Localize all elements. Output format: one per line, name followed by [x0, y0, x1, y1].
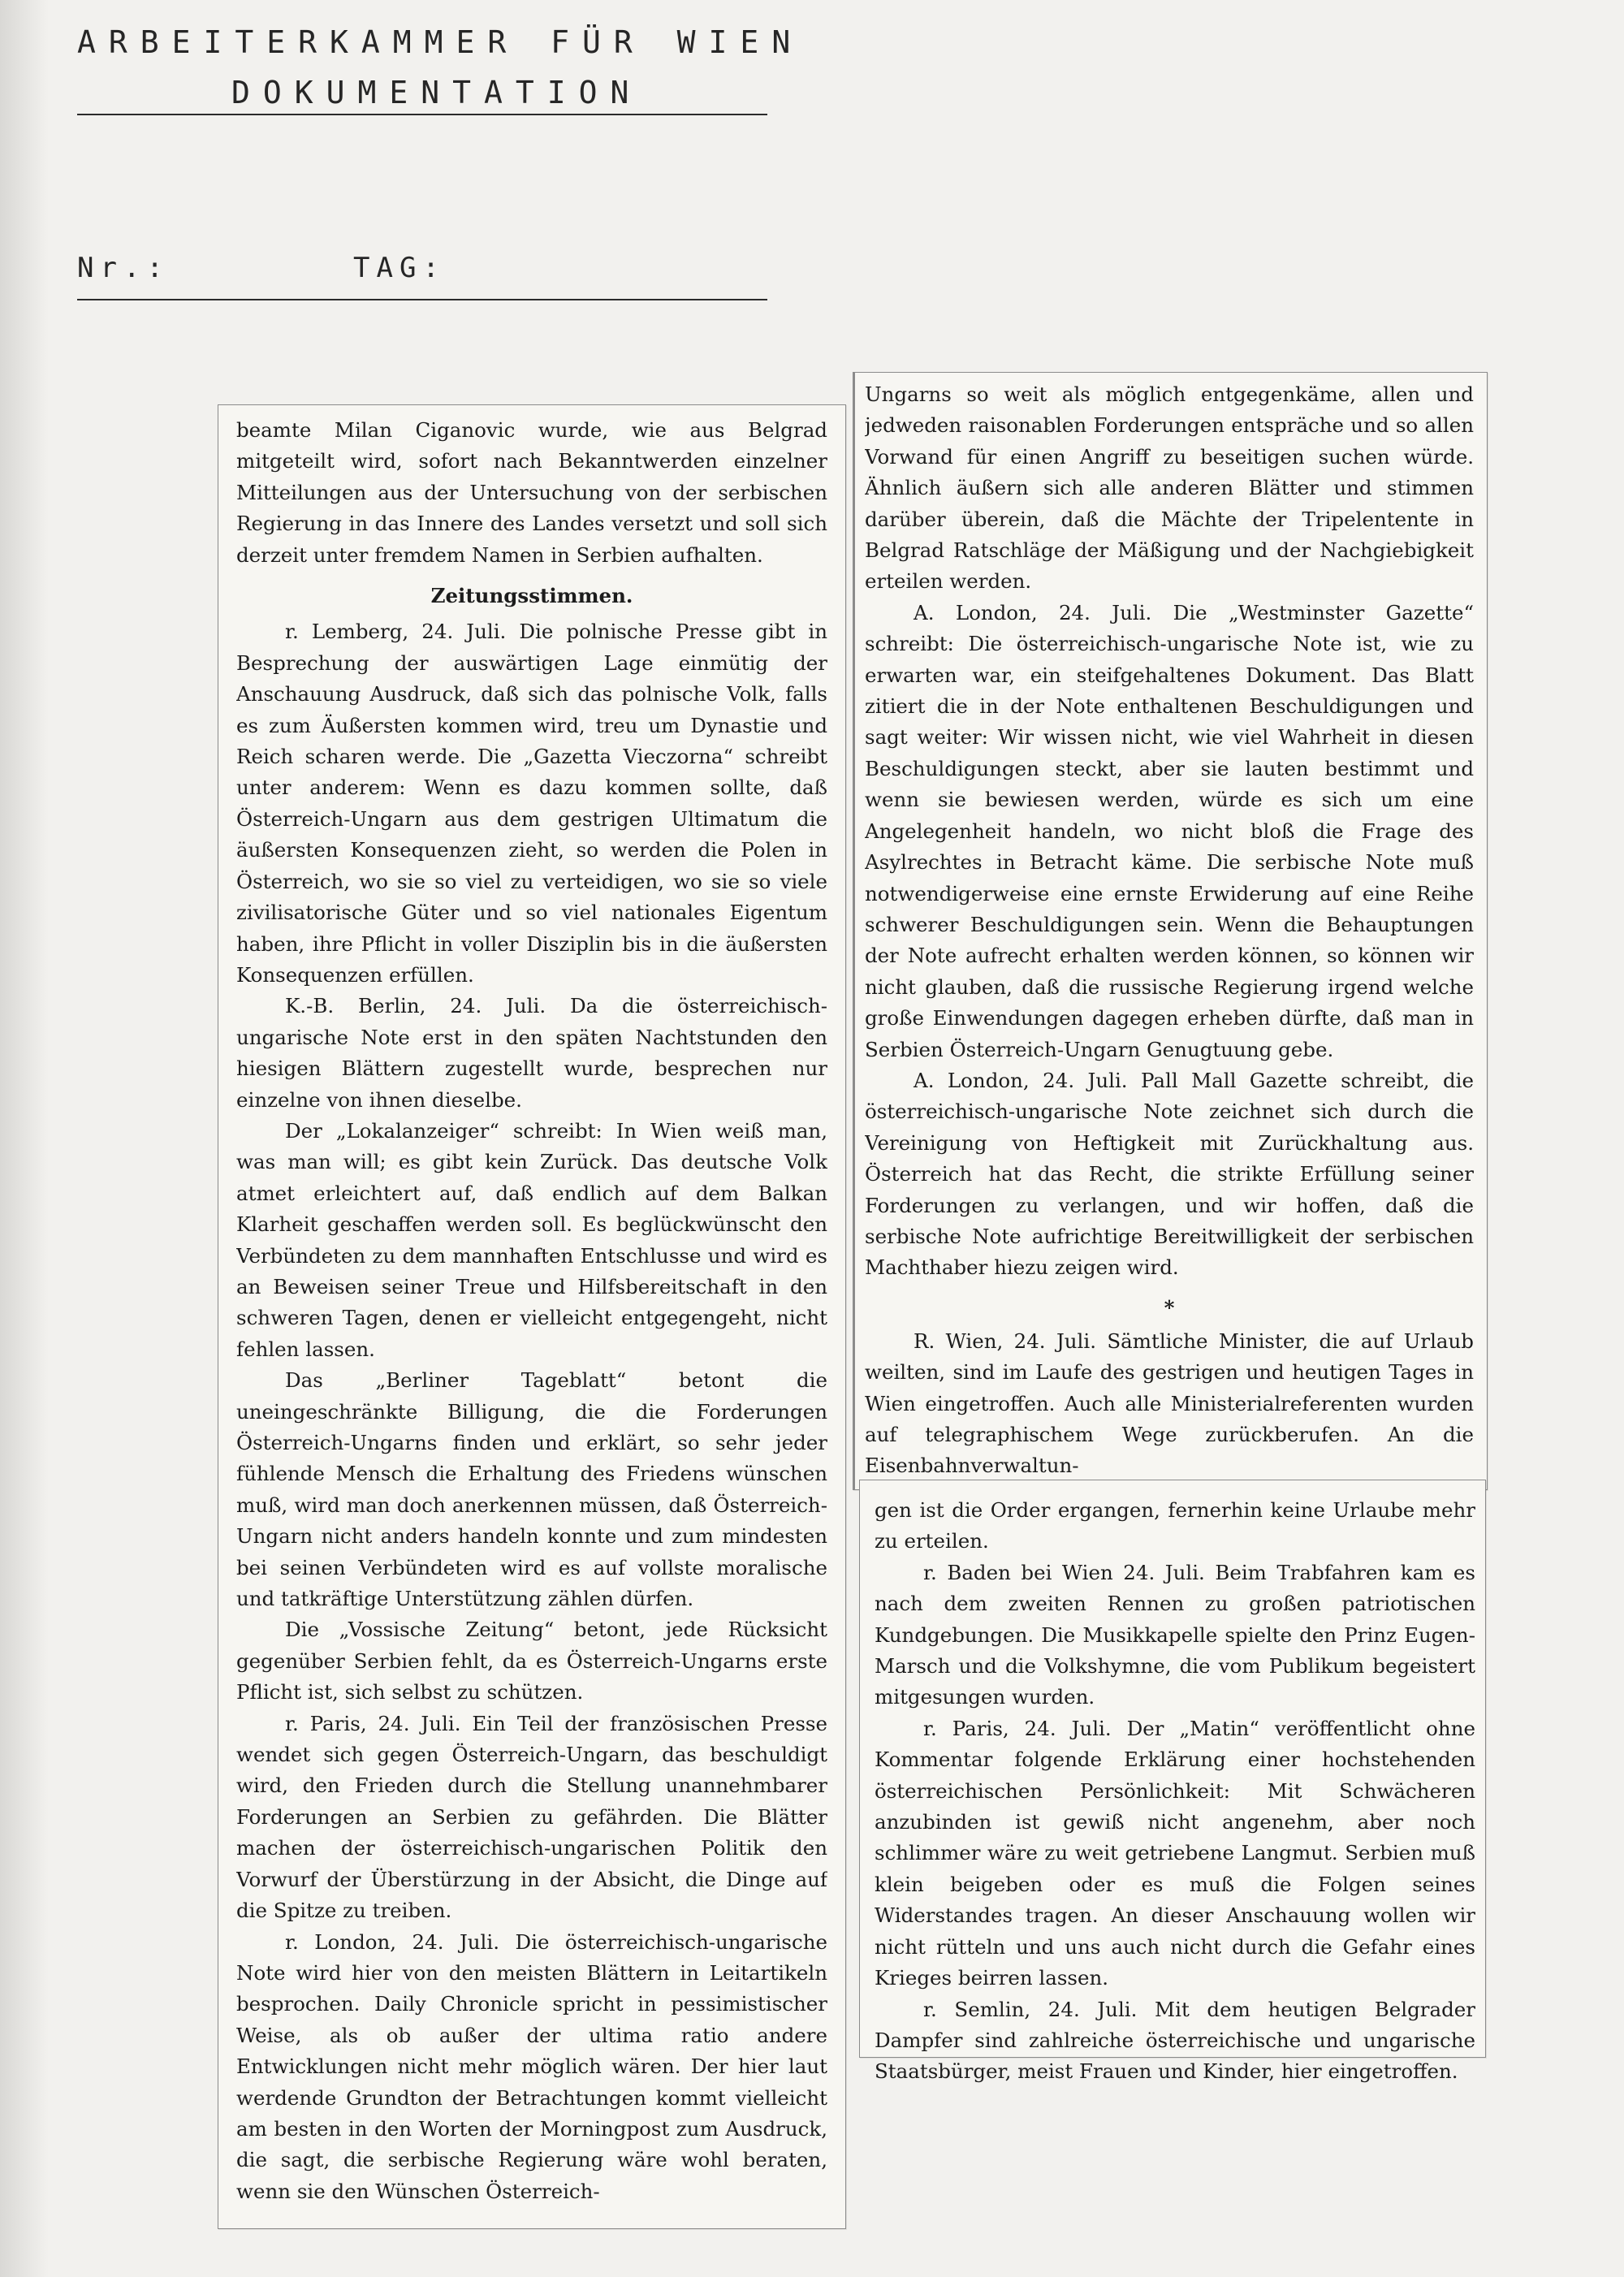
clipping-right-bottom	[859, 1480, 1486, 2084]
tag-label: TAG:	[353, 252, 446, 284]
clipping-right-top	[853, 372, 1488, 1490]
left-paragraph-6: Die „Vossische Zeitung“ betont, jede Rücksicht gegenüber Serbien fehlt, da es Österreich-Ungarns erste Pflicht ist, sich selbst zu schützen.	[236, 1618, 827, 1705]
right-top-paragraph-3: A. London, 24. Juli. Pall Mall Gazette schreibt, die österreichisch-ungarische Note zeichnet sich durch die Vereinigung von Heftigkeit mit Zurückhaltung aus. Österreich hat das Recht, die strikte Erfüllung seiner Forderungen zu verlangen, und wir hoffen, daß die serbische Note aufrichtige Bereitwilligkeit der serbischen Machthaber hiezu zeigen wird.	[865, 1068, 1474, 1280]
right-bottom-text	[875, 1495, 1475, 2088]
right-top-text	[865, 379, 1474, 1482]
section-heading: Zeitungsstimmen.	[430, 584, 633, 608]
right-top-paragraph-4: R. Wien, 24. Juli. Sämtliche Minister, die auf Urlaub weilten, sind im Laufe des gestrigen und heutigen Tages in Wien eingetroffen. Auch alle Ministerialreferenten wurden auf telegraphischem Wege zurückberufen. An die Eisenbahnverwaltun-	[865, 1329, 1474, 1478]
clipping-left-column	[218, 404, 846, 2229]
left-paragraph-7: r. Paris, 24. Juli. Ein Teil der französischen Presse wendet sich gegen Österreich-Ungarn, das beschuldigt wird, den Frieden durch die Stellung unannehmbarer Forderungen an Serbien zu gefährden. Die Blätter machen der österreichisch-ungarischen Politik den Vorwurf der Überstürzung in der Absicht, die Dinge auf die Spitze zu treiben.	[236, 1711, 827, 1923]
left-paragraph-2: r. Lemberg, 24. Juli. Die polnische Presse gibt in Besprechung der auswärtigen Lage einmütig der Anschauung Ausdruck, daß sich das polnische Volk, falls es zum Äußersten kommen wird, treu um Dynastie und Reich scharen werde. Die „Gazetta Vieczorna“ schreibt unter anderem: Wenn es dazu kommen sollte, daß Österreich-Ungarn aus dem gestrigen Ultimatum die äußersten Konsequenzen zieht, so werden die Polen in Österreich, wo sie so viel zu verteidigen, wo sie so viele zivilisatorische Güter und so viel nationales Eigentum haben, ihre Pflicht in voller Disziplin bis in die äußersten Konsequenzen erfüllen.	[236, 620, 827, 987]
archive-stamp-header	[77, 24, 803, 110]
left-column-text	[236, 415, 827, 2207]
stamp-rule-bottom	[77, 299, 767, 300]
left-paragraph-8: r. London, 24. Juli. Die österreichisch-ungarische Note wird hier von den meisten Blättern in Leitartikeln besprochen. Daily Chronicle spricht in pessimistischer Weise, als ob außer der ultima ratio andere Entwicklungen nicht mehr möglich wären. Der hier laut werdende Grundton der Betrachtungen kommt vielleicht am besten in den Worten der Morningpost zum Ausdruck, die sagt, die serbische Regierung wäre wohl beraten, wenn sie den Wünschen Österreich-	[236, 1929, 827, 2203]
right-bottom-paragraph-1: gen ist die Order ergangen, fernerhin keine Urlaube mehr zu erteilen.	[875, 1498, 1475, 1553]
nr-label: Nr.:	[77, 252, 170, 284]
right-bottom-paragraph-2: r. Baden bei Wien 24. Juli. Beim Trabfahren kam es nach dem zweiten Rennen zu großen patriotischen Kundgebungen. Die Musikkapelle spielte den Prinz Eugen-Marsch und die Volkshymne, die vom Publikum begeistert mitgesungen wurden.	[875, 1560, 1475, 1709]
stamp-institution: ARBEITERKAMMER FÜR WIEN	[77, 24, 804, 60]
page-edge-shadow	[0, 0, 49, 2277]
right-top-paragraph-1: Ungarns so weit als möglich entgegenkäme, allen und jedweden raisonablen Forderungen entspräche und so allen Vorwand für einen Angriff zu beseitigen suchen würde. Ähnlich äußern sich alle anderen Blätter und stimmen darüber überein, daß die Mächte der Tripelentente in Belgrad Ratschläge der Mäßigung und der Nachgiebigkeit erteilen werden.	[865, 382, 1474, 594]
section-separator-star: *	[1164, 1295, 1175, 1320]
left-paragraph-4: Der „Lokalanzeiger“ schreibt: In Wien weiß man, was man will; es gibt kein Zurück. Das deutsche Volk atmet erleichtert auf, daß endlich auf dem Balkan Klarheit geschaffen werden soll. Es beglückwünscht den Verbündeten zu dem mannhaften Entschlusse und wird es an Beweisen seiner Treue und Hilfsbereitschaft in den schweren Tagen, denen er vielleicht entgegengeht, nicht fehlen lassen.	[236, 1118, 827, 1361]
right-bottom-paragraph-3: r. Paris, 24. Juli. Der „Matin“ veröffentlicht ohne Kommentar folgende Erklärung einer hochstehenden österreichischen Persönlichkeit: Mit Schwächeren anzubinden ist gewiß nicht angenehm, aber noch schlimmer wäre zu weit getriebene Langmut. Serbien muß klein beigeben oder es muß die Folgen seines Widerstandes tragen. An dieser Anschauung wollen wir nicht rütteln und uns auch nicht durch die Gefahr eines Krieges beirren lassen.	[875, 1716, 1475, 1990]
stamp-department: DOKUMENTATION	[231, 75, 642, 110]
left-paragraph-1: beamte Milan Ciganovic wurde, wie aus Belgrad mitgeteilt wird, sofort nach Bekanntwerden einzelner Mitteilungen aus der Untersuchung von der serbischen Regierung in das Innere des Landes versetzt und soll sich derzeit unter fremdem Namen in Serbien aufhalten.	[236, 418, 827, 567]
stamp-rule-top	[77, 114, 767, 115]
right-bottom-paragraph-4: r. Semlin, 24. Juli. Mit dem heutigen Belgrader Dampfer sind zahlreiche österreichische und ungarische Staatsbürger, meist Frauen und Kinder, hier eingetroffen.	[875, 1997, 1475, 2084]
stamp-fields	[77, 252, 446, 284]
right-top-paragraph-2: A. London, 24. Juli. Die „Westminster Gazette“ schreibt: Die österreichisch-ungarische Note ist, wie zu erwarten war, ein steifgehaltenes Dokument. Das Blatt zitiert die in der Note enthaltenen Beschuldigungen und sagt weiter: Wir wissen nicht, wie viel Wahrheit in diesen Beschuldigungen steckt, aber sie lauten bestimmt und wenn sie bewiesen werden, würde es sich um eine Angelegenheit handeln, wo nicht bloß die Frage des Asylrechtes in Betracht käme. Die serbische Note muß notwendigerweise eine ernste Erwiderung auf eine Reihe schwerer Beschuldigungen sein. Wenn die Behauptungen der Note aufrecht erhalten werden können, so können wir nicht glauben, daß die russische Regierung irgend welche große Einwendungen dagegen erheben dürfte, daß man in Serbien Österreich-Ungarn Genugtuung gebe.	[865, 600, 1474, 1061]
left-paragraph-3: K.-B. Berlin, 24. Juli. Da die österreichisch-ungarische Note erst in den späten Nachtstunden den hiesigen Blättern zugestellt wurde, besprechen nur einzelne von ihnen dieselbe.	[236, 994, 827, 1112]
left-paragraph-5: Das „Berliner Tageblatt“ betont die uneingeschränkte Billigung, die die Forderungen Österreich-Ungarns finden und erklärt, so sehr jeder fühlende Mensch die Erhaltung des Friedens wünschen muß, wird man doch anerkennen müssen, daß Österreich-Ungarn nicht anders handeln konnte und zum mindesten bei seinen Verbündeten wird es auf vollste moralische und tatkräftige Unterstützung zählen dürfen.	[236, 1368, 827, 1611]
